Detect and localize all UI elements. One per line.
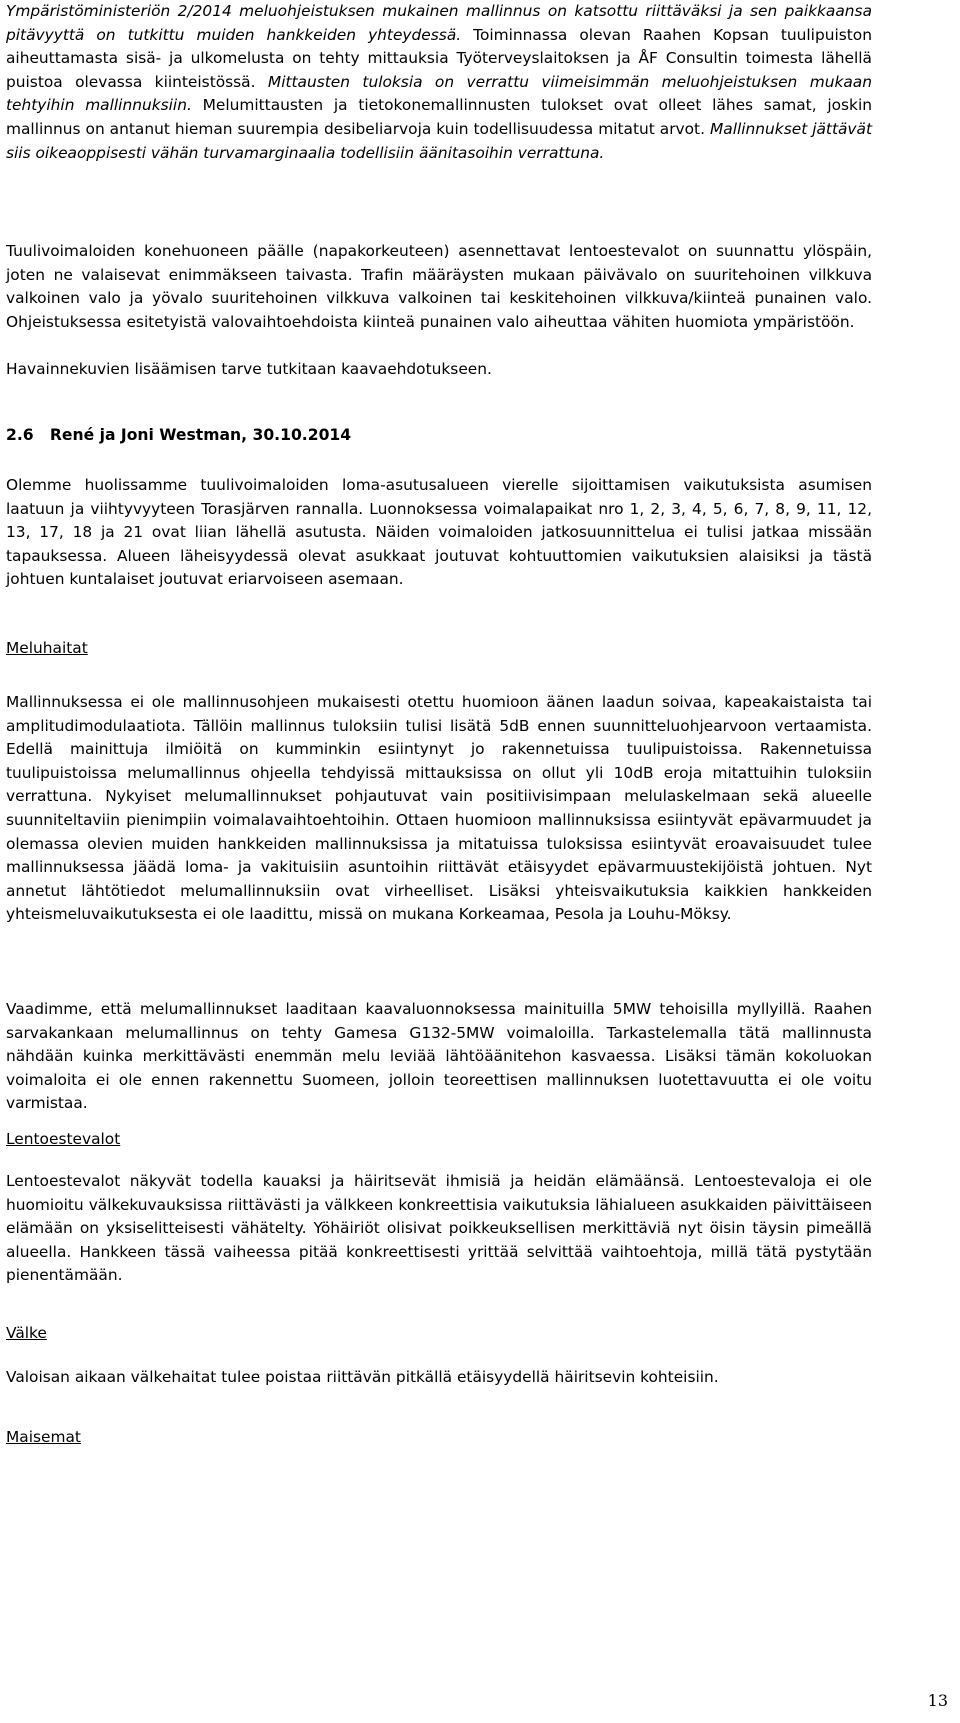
paragraph-aviation-lights: Tuulivoimaloiden konehuoneen päälle (napakorkeuteen) asennettavat lentoestevalot on suunnattu ylöspäin, joten ne valaisevat enimmäkseen taivasta. Trafin määräysten mukaan päivävalo on suuritehoinen vilkkuva valkoinen valo ja yövalo suuritehoinen vilkkuva valkoinen tai keskitehoinen vilkkuva/kiinteä punainen valo. Ohjeistuksessa esitetyistä valovaihtoehdoista kiinteä punainen valo aiheuttaa vähiten huomiota ympäristöön. bbox=[6, 242, 872, 331]
section-heading: 2.6 René ja Joni Westman, 30.10.2014 bbox=[6, 426, 352, 444]
paragraph-demand-5mw: Vaadimme, että melumallinnukset laaditaan kaavaluonnoksessa mainituilla 5MW tehoisilla myllyillä. Raahen sarvakankaan melumallinnus on tehty Gamesa G132-5MW voimaloilla. Tarkastelemalla tätä mallinnusta nähdään kuinka merkittävästi enemmän melu leviää lähtöäänitehon kasvaessa. Lisäksi tämän kokoluokan voimaloita ei ole ennen rakennettu Suomeen, jolloin teoreettisen mallinnuksen luotettavuutta ei ole voitu varmistaa. bbox=[6, 1000, 872, 1113]
paragraph-noise-issues: Mallinnuksessa ei ole mallinnusohjeen mukaisesti otettu huomioon äänen laadun soivaa, kapeakaistaista tai amplitudimodulaatiota. Tällöin mallinnus tuloksiin tulisi lisätä 5dB ennen suunnitteluohjearvoon vertaamista. Edellä mainittuja ilmiöitä on kumminkin esiintynyt jo rakennetuissa tuulipuistoissa. Rakennetuissa tuulipuistoissa melumallinnus ohjeella tehdyissä mittauksissa on ollut yli 10dB eroja mitattuihin tuloksiin verrattuna. Nykyiset melumallinnukset pohjautuvat vain positiivisimpaan melulaskelmaan sekä alueelle suunniteltaviin pienimpiin voimalavaihtoehtoihin. Ottaen huomioon mallinnuksissa esiintyvät epävarmuudet ja olemassa olevien muiden hankkeiden mallinnuksissa ja mitatuissa tuloksissa esiintyvät eroavaisuudet tulee mallinnuksessa jäädä loma- ja vakituisiin asuntoihin riittävät etäisyydet epävarmuustekijöistä johtuen. Nyt annetut lähtötiedot melumallinnuksiin ovat virheelliset. Lisäksi yhteisvaikutuksia kaikkien hankkeiden yhteismeluvaikutuksesta ei ole laadittu, missä on mukana Korkeamaa, Pesola ja Louhu-Möksy. bbox=[6, 693, 872, 924]
paragraph-segment-italic: Mallinnukset jättävät siis oikeaoppisesti vähän turvamarginaalia todellisiin äänitasoihin verrattuna. bbox=[6, 119, 872, 162]
paragraph-concern: Olemme huolissamme tuulivoimaloiden loma-asutusalueen vierelle sijoittamisen vaikutuksista asumisen laatuun ja viihtyvyyteen Torasjärven rannalla. Luonnoksessa voimalapaikat nro 1, 2, 3, 4, 5, 6, 7, 8, 9, 11, 12, 13, 17, 18 ja 21 ovat liian lähellä asutusta. Näiden voimaloiden jatkosuunnittelua ei tulisi jatkaa missään tapauksessa. Alueen läheisyydessä olevat asukkaat joutuvat kohtuuttomien vaikutuksien alaisiksi ja tästä johtuen kuntalaiset joutuvat eriarvoiseen asemaan. bbox=[6, 476, 872, 589]
subheading-meluhaitat: Meluhaitat bbox=[6, 639, 88, 657]
paragraph-segment-italic: Ympäristöministeriön 2/2014 meluohjeistuksen mukainen mallinnus on katsottu riittäväksi ja sen paikkaansa pitävyyttä on tutkittu muiden hankkeiden yhteydessä. bbox=[6, 2, 872, 44]
paragraph-visualisations: Havainnekuvien lisäämisen tarve tutkitaan kaavaehdotukseen. bbox=[6, 360, 492, 378]
paragraph-segment: Toiminnassa olevan Raahen Kopsan tuulipuiston aiheuttamasta sisä- ja ulkomelusta on tehty mittauksia Työterveyslaitoksen ja ÅF Consultin toimesta lähellä puistoa olevassa kiinteistössä. bbox=[6, 25, 872, 91]
paragraph-flicker: Valoisan aikaan välkehaitat tulee poistaa riittävän pitkällä etäisyydellä häiritsevin kohteisiin. bbox=[6, 1368, 719, 1386]
paragraph-segment-italic: Mittausten tuloksia on verrattu viimeisimmän meluohjeistuksen mukaan tehtyihin mallinnuksiin. bbox=[6, 72, 872, 115]
paragraph-noise-modelling bbox=[6, 0, 872, 165]
subheading-maisemat: Maisemat bbox=[6, 1428, 81, 1446]
paragraph-segment: Melumittausten ja tietokonemallinnusten tulokset ovat olleet lähes samat, joskin mallinnus on antanut hieman suurempia desibeliarvoja kuin todellisuudessa mitatut arvot. bbox=[6, 96, 872, 138]
paragraph-aviation-light-issues: Lentoestevalot näkyvät todella kauaksi ja häiritsevät ihmisiä ja heidän elämäänsä. Lentoestevaloja ei ole huomioitu välkekuvauksissa riittävästi ja välkkeen konkreettisia vaikutuksia lähialueen asukkaiden päivittäiseen elämään on yksiselitteisesti vähätelty. Yöhäiriöt olisivat poikkeuksellisen merkittäviä nyt öisin täysin pimeällä alueella. Hankkeen tässä vaiheessa pitää konkreettisesti yrittää selvittää vaihtoehtoja, millä tätä pystytään pienentämään. bbox=[6, 1172, 872, 1285]
subheading-valke: Välke bbox=[6, 1324, 47, 1342]
page-number: 13 bbox=[927, 1691, 948, 1710]
subheading-lentoestevalot: Lentoestevalot bbox=[6, 1130, 121, 1148]
